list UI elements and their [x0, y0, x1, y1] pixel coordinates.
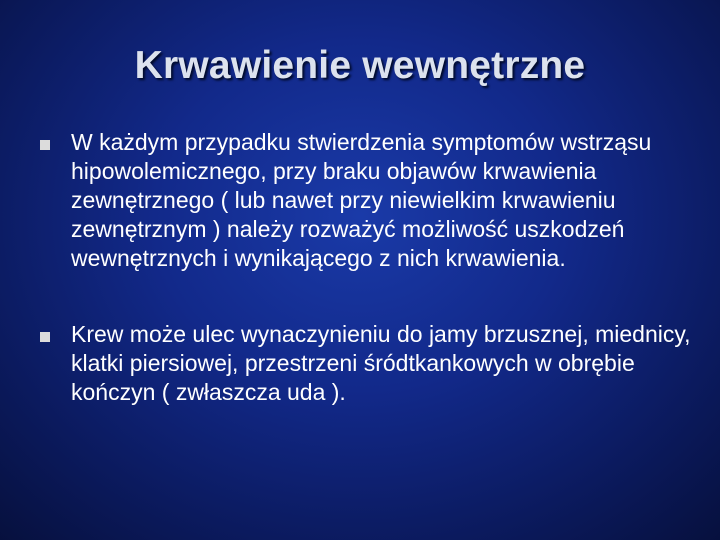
bullet-text: W każdym przypadku stwierdzenia symptomów wstrząsu hipowolemicznego, przy braku objawów krwawienia zewnętrznego ( lub nawet przy niewielkim krwawieniu zewnętrznym ) należy rozważyć możliwość uszkodzeń wewnętrznych i wynikającego z nich krwawienia.	[71, 129, 652, 271]
bullet-text: Krew może ulec wynaczynieniu do jamy brzusznej, miednicy, klatki piersiowej, przestrzeni śródtkankowych w obrębie kończyn ( zwłaszcza uda ).	[71, 321, 691, 405]
bullet-item	[36, 320, 696, 407]
bullet-list	[36, 128, 696, 454]
bullet-item	[36, 128, 696, 273]
square-bullet-icon	[40, 332, 50, 342]
slide-title: Krwawienie wewnętrzne	[134, 44, 586, 87]
square-bullet-icon	[40, 140, 50, 150]
